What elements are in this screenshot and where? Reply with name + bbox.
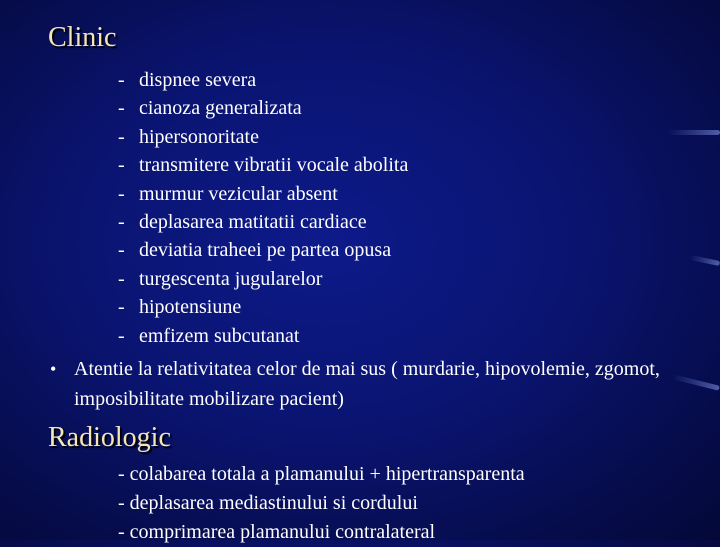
caution-note	[50, 354, 710, 414]
list-item: - deplasarea mediastinului si cordului	[118, 492, 418, 514]
list-item: - deplasarea matitatii cardiace	[118, 208, 408, 236]
list-item: - dispnee severa	[118, 66, 408, 94]
list-item: - murmur vezicular absent	[118, 180, 408, 208]
list-item: - deviatia traheei pe partea opusa	[118, 236, 408, 264]
decorative-streak	[690, 255, 720, 266]
list-item: - comprimarea plamanului contralateral	[118, 521, 436, 543]
caution-note-text: Atentie la relativitatea celor de mai sus ( murdarie, hipovolemie, zgomot, imposibilitate mobilizare pacient)	[74, 358, 660, 410]
list-item: - turgescenta jugularelor	[118, 265, 408, 293]
list-item: - colabarea totala a plamanului + hipertransparenta	[118, 463, 525, 485]
list-item: - cianoza generalizata	[118, 94, 408, 122]
list-item: - transmitere vibratii vocale abolita	[118, 151, 408, 179]
bullet-icon: •	[50, 359, 57, 379]
clinic-symptom-list	[118, 66, 408, 350]
radiologic-heading: Radiologic	[48, 422, 171, 453]
radiologic-findings-list	[118, 460, 525, 547]
list-item: - emfizem subcutanat	[118, 322, 408, 350]
clinic-heading: Clinic	[48, 22, 117, 53]
list-item: - hipersonoritate	[118, 123, 408, 151]
list-item: - hipotensiune	[118, 293, 408, 321]
decorative-streak	[668, 130, 720, 135]
